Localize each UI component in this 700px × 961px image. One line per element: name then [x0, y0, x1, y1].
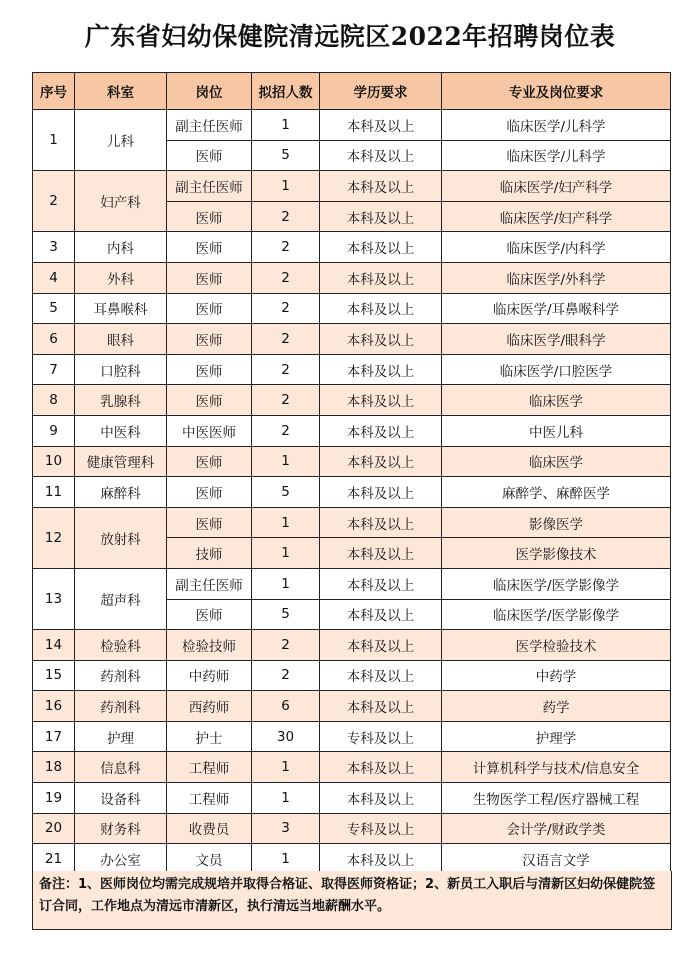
cell-education: 本科及以上	[320, 446, 442, 477]
header-post: 岗位	[167, 73, 252, 110]
cell-dept: 药剂科	[75, 691, 167, 722]
cell-dept: 乳腺科	[75, 385, 167, 416]
cell-education: 本科及以上	[320, 140, 442, 171]
cell-count: 2	[252, 324, 320, 355]
cell-count: 1	[252, 110, 320, 141]
cell-education: 本科及以上	[320, 660, 442, 691]
cell-count: 5	[252, 477, 320, 508]
cell-dept: 麻醉科	[75, 477, 167, 508]
cell-education: 本科及以上	[320, 477, 442, 508]
cell-major: 会计学/财政学类	[442, 813, 671, 844]
cell-post: 副主任医师	[167, 568, 252, 599]
cell-post: 副主任医师	[167, 171, 252, 202]
cell-count: 2	[252, 262, 320, 293]
table-body	[33, 110, 671, 875]
cell-post: 医师	[167, 599, 252, 630]
cell-post: 医师	[167, 201, 252, 232]
cell-dept: 中医科	[75, 415, 167, 446]
cell-dept: 外科	[75, 262, 167, 293]
cell-dept: 耳鼻喉科	[75, 293, 167, 324]
cell-no: 14	[33, 630, 75, 661]
cell-count: 3	[252, 813, 320, 844]
cell-dept: 放射科	[75, 507, 167, 568]
cell-post: 医师	[167, 232, 252, 263]
cell-no: 9	[33, 415, 75, 446]
cell-major: 临床医学/外科学	[442, 262, 671, 293]
cell-post: 医师	[167, 446, 252, 477]
header-dept: 科室	[75, 73, 167, 110]
cell-dept: 超声科	[75, 568, 167, 629]
table-row	[33, 171, 671, 202]
cell-no: 1	[33, 110, 75, 171]
table-row	[33, 721, 671, 752]
table-row	[33, 813, 671, 844]
cell-major: 医学检验技术	[442, 630, 671, 661]
cell-education: 本科及以上	[320, 232, 442, 263]
cell-major: 中医儿科	[442, 415, 671, 446]
cell-dept: 健康管理科	[75, 446, 167, 477]
cell-count: 1	[252, 568, 320, 599]
cell-major: 临床医学	[442, 385, 671, 416]
cell-no: 11	[33, 477, 75, 508]
recruitment-table	[32, 72, 671, 875]
cell-major: 计算机科学与技术/信息安全	[442, 752, 671, 783]
cell-education: 本科及以上	[320, 171, 442, 202]
cell-count: 5	[252, 140, 320, 171]
cell-education: 本科及以上	[320, 599, 442, 630]
cell-post: 护士	[167, 721, 252, 752]
cell-no: 4	[33, 262, 75, 293]
cell-major: 临床医学/妇产科学	[442, 171, 671, 202]
cell-post: 副主任医师	[167, 110, 252, 141]
table-row	[33, 477, 671, 508]
cell-post: 医师	[167, 385, 252, 416]
cell-count: 2	[252, 660, 320, 691]
page-title: 广东省妇幼保健院清远院区2022年招聘岗位表	[84, 22, 616, 51]
cell-no: 20	[33, 813, 75, 844]
cell-major: 影像医学	[442, 507, 671, 538]
table-row	[33, 507, 671, 538]
cell-post: 医师	[167, 293, 252, 324]
cell-no: 19	[33, 783, 75, 814]
cell-education: 本科及以上	[320, 507, 442, 538]
cell-major: 临床医学/儿科学	[442, 140, 671, 171]
cell-count: 1	[252, 507, 320, 538]
cell-major: 临床医学/内科学	[442, 232, 671, 263]
cell-major: 临床医学/医学影像学	[442, 599, 671, 630]
cell-major: 护理学	[442, 721, 671, 752]
cell-post: 工程师	[167, 752, 252, 783]
cell-major: 临床医学/口腔医学	[442, 354, 671, 385]
cell-post: 医师	[167, 262, 252, 293]
table-row	[33, 262, 671, 293]
cell-post: 西药师	[167, 691, 252, 722]
cell-post: 收费员	[167, 813, 252, 844]
cell-post: 中药师	[167, 660, 252, 691]
table-row	[33, 415, 671, 446]
cell-no: 2	[33, 171, 75, 232]
table-row	[33, 844, 671, 875]
cell-dept: 眼科	[75, 324, 167, 355]
cell-count: 1	[252, 538, 320, 569]
table-row	[33, 660, 671, 691]
cell-education: 本科及以上	[320, 844, 442, 875]
cell-education: 本科及以上	[320, 538, 442, 569]
cell-count: 1	[252, 752, 320, 783]
table-row	[33, 446, 671, 477]
cell-dept: 护理	[75, 721, 167, 752]
cell-no: 8	[33, 385, 75, 416]
cell-post: 医师	[167, 507, 252, 538]
cell-major: 汉语言文学	[442, 844, 671, 875]
cell-education: 本科及以上	[320, 691, 442, 722]
cell-dept: 妇产科	[75, 171, 167, 232]
table-row	[33, 691, 671, 722]
cell-count: 1	[252, 171, 320, 202]
cell-post: 技师	[167, 538, 252, 569]
cell-major: 临床医学/眼科学	[442, 324, 671, 355]
cell-dept: 检验科	[75, 630, 167, 661]
table-row	[33, 385, 671, 416]
cell-education: 本科及以上	[320, 293, 442, 324]
cell-major: 临床医学/儿科学	[442, 110, 671, 141]
table-row	[33, 324, 671, 355]
cell-dept: 信息科	[75, 752, 167, 783]
cell-no: 21	[33, 844, 75, 875]
cell-count: 2	[252, 232, 320, 263]
cell-count: 5	[252, 599, 320, 630]
cell-post: 医师	[167, 324, 252, 355]
cell-count: 2	[252, 354, 320, 385]
cell-post: 检验技师	[167, 630, 252, 661]
cell-major: 临床医学/医学影像学	[442, 568, 671, 599]
cell-no: 7	[33, 354, 75, 385]
header-count: 拟招人数	[252, 73, 320, 110]
cell-major: 医学影像技术	[442, 538, 671, 569]
cell-no: 15	[33, 660, 75, 691]
cell-major: 临床医学/妇产科学	[442, 201, 671, 232]
cell-major: 生物医学工程/医疗器械工程	[442, 783, 671, 814]
cell-count: 30	[252, 721, 320, 752]
cell-post: 文员	[167, 844, 252, 875]
cell-count: 2	[252, 201, 320, 232]
cell-count: 2	[252, 415, 320, 446]
cell-dept: 口腔科	[75, 354, 167, 385]
cell-no: 17	[33, 721, 75, 752]
table-row	[33, 354, 671, 385]
table-row	[33, 568, 671, 599]
cell-post: 工程师	[167, 783, 252, 814]
cell-major: 临床医学/耳鼻喉科学	[442, 293, 671, 324]
cell-education: 本科及以上	[320, 568, 442, 599]
cell-major: 中药学	[442, 660, 671, 691]
table-row	[33, 752, 671, 783]
cell-no: 18	[33, 752, 75, 783]
cell-education: 本科及以上	[320, 752, 442, 783]
cell-no: 5	[33, 293, 75, 324]
cell-no: 10	[33, 446, 75, 477]
table-row	[33, 783, 671, 814]
cell-post: 中医医师	[167, 415, 252, 446]
cell-education: 本科及以上	[320, 201, 442, 232]
cell-education: 专科及以上	[320, 721, 442, 752]
cell-education: 本科及以上	[320, 110, 442, 141]
table-row	[33, 232, 671, 263]
cell-education: 本科及以上	[320, 783, 442, 814]
cell-education: 本科及以上	[320, 324, 442, 355]
cell-dept: 设备科	[75, 783, 167, 814]
cell-count: 6	[252, 691, 320, 722]
cell-count: 2	[252, 385, 320, 416]
header-major: 专业及岗位要求	[442, 73, 671, 110]
table-header-row	[33, 73, 671, 110]
cell-post: 医师	[167, 477, 252, 508]
cell-major: 麻醉学、麻醉医学	[442, 477, 671, 508]
cell-no: 12	[33, 507, 75, 568]
cell-education: 本科及以上	[320, 262, 442, 293]
cell-count: 2	[252, 630, 320, 661]
cell-education: 专科及以上	[320, 813, 442, 844]
cell-dept: 内科	[75, 232, 167, 263]
table-row	[33, 630, 671, 661]
cell-count: 2	[252, 293, 320, 324]
cell-no: 3	[33, 232, 75, 263]
cell-education: 本科及以上	[320, 385, 442, 416]
cell-count: 1	[252, 783, 320, 814]
header-no: 序号	[33, 73, 75, 110]
cell-education: 本科及以上	[320, 354, 442, 385]
cell-no: 6	[33, 324, 75, 355]
footnote: 备注：1、医师岗位均需完成规培并取得合格证、取得医师资格证；2、新员工入职后与清新区妇幼保健院签订合同，工作地点为清远市清新区，执行清远当地薪酬水平。	[32, 871, 672, 930]
cell-no: 13	[33, 568, 75, 629]
cell-dept: 药剂科	[75, 660, 167, 691]
cell-count: 1	[252, 446, 320, 477]
table-row	[33, 110, 671, 141]
cell-education: 本科及以上	[320, 415, 442, 446]
cell-post: 医师	[167, 140, 252, 171]
cell-post: 医师	[167, 354, 252, 385]
header-education: 学历要求	[320, 73, 442, 110]
cell-major: 临床医学	[442, 446, 671, 477]
cell-dept: 财务科	[75, 813, 167, 844]
cell-major: 药学	[442, 691, 671, 722]
cell-dept: 儿科	[75, 110, 167, 171]
cell-education: 本科及以上	[320, 630, 442, 661]
cell-dept: 办公室	[75, 844, 167, 875]
table-row	[33, 293, 671, 324]
cell-count: 1	[252, 844, 320, 875]
cell-no: 16	[33, 691, 75, 722]
